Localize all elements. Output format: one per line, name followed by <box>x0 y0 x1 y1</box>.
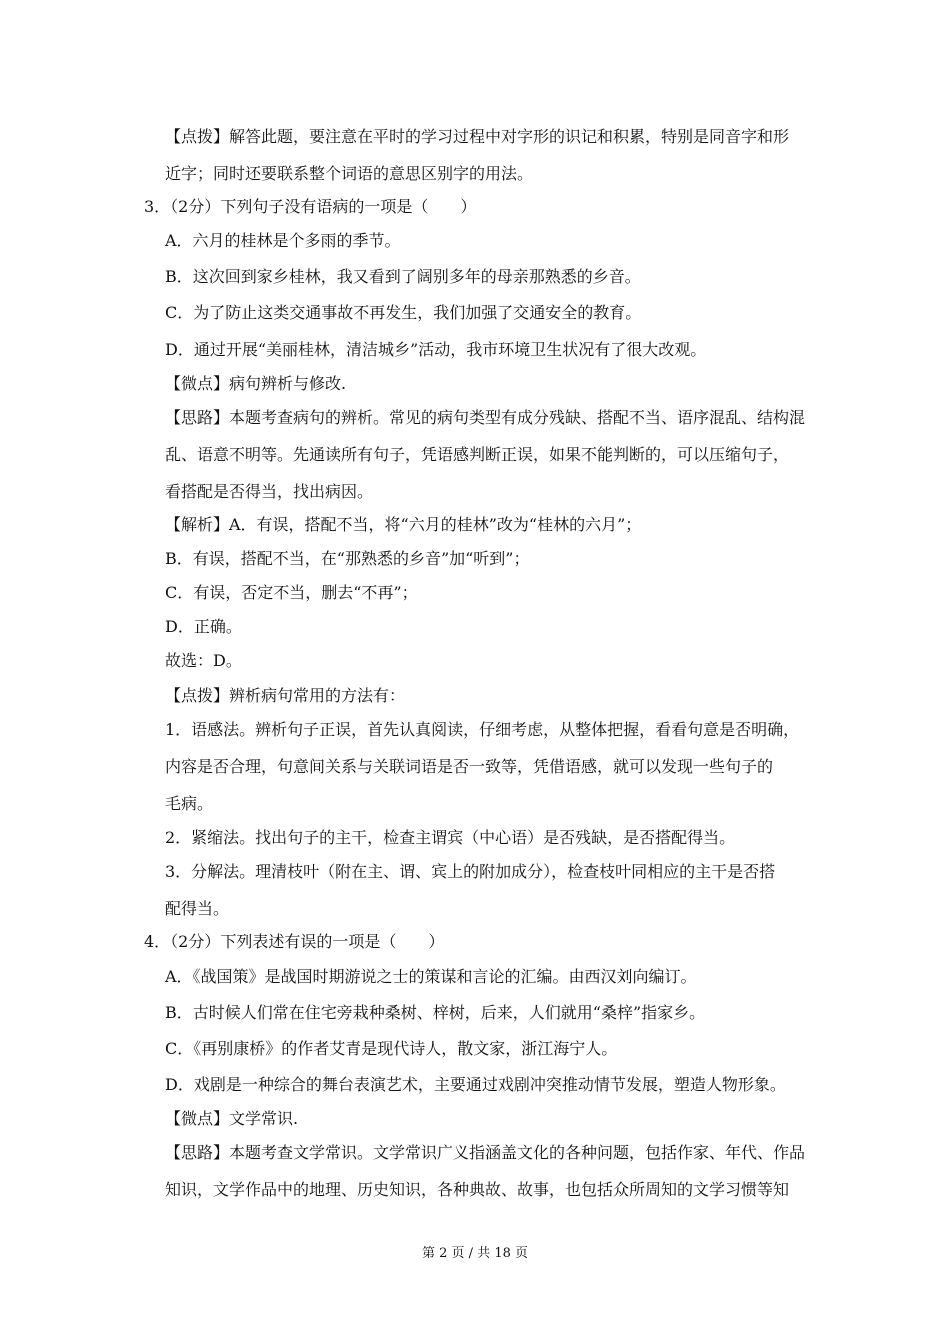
page-footer <box>0 1244 950 1264</box>
page-number: 第 2 页 / 共 18 页 <box>422 1246 528 1261</box>
q4-silu-text: 【思路】本题考查文学常识。文学常识广义指涵盖文化的各种问题，包括作家、年代、作品 <box>165 1143 806 1162</box>
q3-jiexi-text: 【解析】A．有误，搭配不当，将“六月的桂林”改为“桂林的六月”； <box>165 515 642 534</box>
q3-dianbo-text: 2．紧缩法。找出句子的主干，检查主谓宾（中心语）是否残缺，是否搭配得当。 <box>165 828 736 847</box>
q3-silu-text: 【思路】本题考查病句的辨析。常见的病句类型有成分残缺、搭配不当、语序混乱、结构混 <box>165 408 806 427</box>
q3-dianbo-text: 内容是否合理，句意间关系与关联词语是否一致等，凭借语感，就可以发现一些句子的 <box>165 757 774 776</box>
q3-jiexi-text: B．有误，搭配不当，在“那熟悉的乡音”加“听到”； <box>165 549 530 568</box>
q3-dianbo-text: 配得当。 <box>165 899 230 918</box>
q3-jiexi-text: C．有误，否定不当，删去“不再”； <box>165 583 418 602</box>
q3-silu-text: 看搭配是否得当，找出病因。 <box>165 482 374 501</box>
q2-dianbo-text-2: 近字；同时还要联系整个词语的意思区别字的用法。 <box>165 164 534 183</box>
q4-stem-text: 4．（2分）下列表述有误的一项是（ ） <box>144 932 445 951</box>
q3-option-c-text: C．为了防止这类交通事故不再发生，我们加强了交通安全的教育。 <box>165 303 642 322</box>
q4-weidian-text: 【微点】文学常识. <box>165 1109 299 1128</box>
q3-option-d-text: D．通过开展“美丽桂林，清洁城乡”活动，我市环境卫生状况有了很大改观。 <box>165 340 707 359</box>
q3-option-b-text: B．这次回到家乡桂林，我又看到了阔别多年的母亲那熟悉的乡音。 <box>165 267 641 286</box>
q4-option-d-text: D．戏剧是一种综合的舞台表演艺术，主要通过戏剧冲突推动情节发展，塑造人物形象。 <box>165 1075 786 1094</box>
q3-answer-text: 故选：D。 <box>165 651 242 670</box>
q4-silu-text: 知识，文学作品中的地理、历史知识，各种典故、故事，也包括众所周知的文学习惯等知 <box>165 1180 790 1199</box>
q4-option-c-text: C．《再别康桥》的作者艾青是现代诗人，散文家，浙江海宁人。 <box>165 1039 618 1058</box>
q3-dianbo-text: 【点拨】辨析病句常用的方法有： <box>165 686 406 705</box>
q3-weidian-text: 【微点】病句辨析与修改. <box>165 374 347 393</box>
q3-dianbo-text: 3．分解法。理清枝叶（附在主、谓、宾上的附加成分），检查枝叶同相应的主干是否搭 <box>165 862 776 881</box>
q3-silu-text: 乱、语意不明等。先通读所有句子，凭语感判断正误，如果不能判断的，可以压缩句子， <box>165 445 790 464</box>
q4-option-b-text: B．古时候人们常在住宅旁栽种桑树、梓树，后来，人们就用“桑梓”指家乡。 <box>165 1003 706 1022</box>
q3-dianbo-text: 1．语感法。辨析句子正误，首先认真阅读，仔细考虑，从整体把握，看看句意是否明确， <box>165 720 800 739</box>
q3-dianbo-text: 毛病。 <box>165 794 214 813</box>
q2-dianbo-text-1: 【点拨】解答此题，要注意在平时的学习过程中对字形的识记和积累，特别是同音字和形 <box>165 127 790 146</box>
q3-option-a-text: A．六月的桂林是个多雨的季节。 <box>165 231 401 250</box>
q3-stem-text: 3．（2分）下列句子没有语病的一项是（ ） <box>144 197 477 216</box>
q3-jiexi-text: D．正确。 <box>165 617 242 636</box>
q4-option-a-text: A．《战国策》是战国时期游说之士的策谋和言论的汇编。由西汉刘向编订。 <box>165 967 697 986</box>
